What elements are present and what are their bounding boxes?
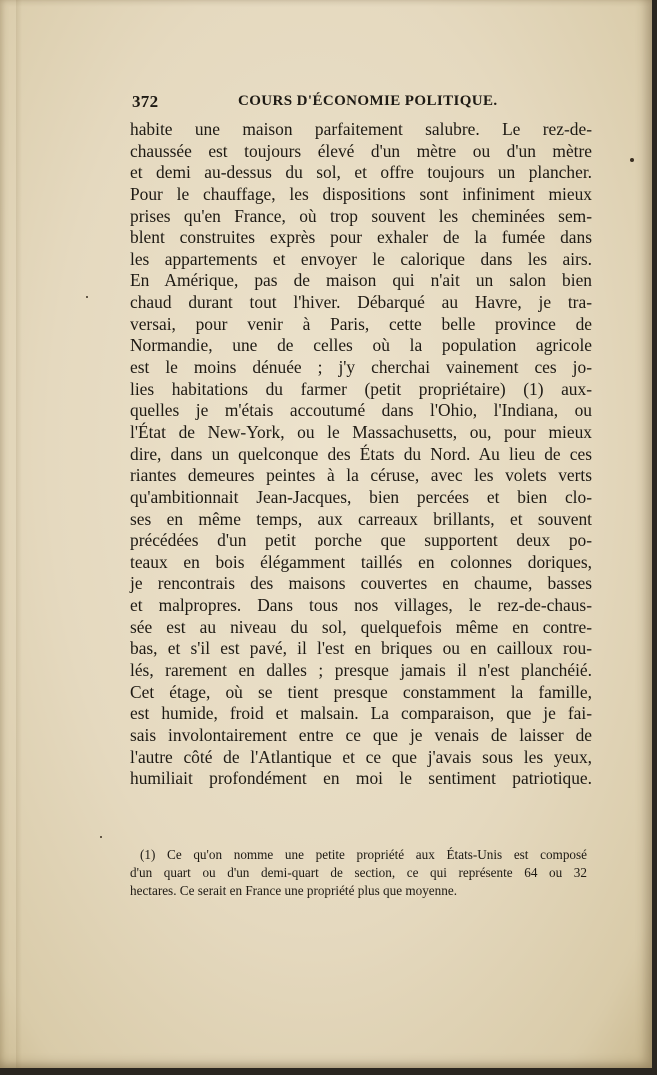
- text-line: et malpropres. Dans tous nos villages, le rez-de-chaus-: [130, 595, 592, 616]
- text-line: teaux en bois élégamment taillés en colonnes doriques,: [130, 551, 592, 572]
- text-line: habite une maison parfaitement salubre. Le rez-de-: [130, 119, 592, 139]
- ink-speck: [630, 158, 634, 162]
- text-line: je rencontrais des maisons couvertes en chaume, basses: [130, 573, 592, 594]
- text-line: ses en même temps, aux carreaux brillants, et souvent: [130, 508, 592, 529]
- text-line: est humide, froid et malsain. La comparaison, que je fai-: [130, 703, 592, 724]
- text-line: Normandie, une de celles où la population agricole: [130, 335, 592, 356]
- text-line: prises qu'en France, où trop souvent les cheminées sem-: [130, 205, 592, 226]
- ink-speck: [86, 296, 88, 298]
- footnote-line: hectares. Ce serait en France une propriété plus que moyenne.: [130, 883, 457, 898]
- text-line: versai, pour venir à Paris, cette belle province de: [130, 313, 592, 334]
- text-line: précédées d'un petit porche que supportent deux po-: [130, 530, 592, 551]
- text-line: et demi au-dessus du sol, et offre toujours un plancher.: [130, 162, 592, 183]
- text-line: Cet étage, où se tient presque constamment la famille,: [130, 681, 592, 702]
- running-title: COURS D'ÉCONOMIE POLITIQUE.: [238, 93, 498, 109]
- text-line: lies habitations du farmer (petit propriétaire) (1) aux-: [130, 378, 592, 399]
- text-line: quelles je m'étais accoutumé dans l'Ohio, l'Indiana, ou: [130, 400, 592, 421]
- text-line: lés, rarement en dalles ; presque jamais il n'est planchéié.: [130, 660, 592, 681]
- text-line: bas, et s'il est pavé, il l'est en briques ou en cailloux rou-: [130, 638, 592, 659]
- text-line: les appartements et envoyer le calorique dans les airs.: [130, 248, 592, 269]
- text-line: dire, dans un quelconque des États du Nord. Au lieu de ces: [130, 443, 592, 464]
- text-line: chaussée est toujours élevé d'un mètre ou d'un mètre: [130, 140, 592, 161]
- footnote: [130, 846, 587, 900]
- text-line: sais involontairement entre ce que je venais de laisser de: [130, 724, 592, 745]
- text-line: riantes demeures peintes à la céruse, avec les volets verts: [130, 465, 592, 486]
- footnote-line: (1) Ce qu'on nomme une petite propriété aux États-Unis est composé: [140, 847, 587, 862]
- page-header: [130, 92, 498, 114]
- text-line: qu'ambitionnait Jean-Jacques, bien percées et bien clo-: [130, 486, 592, 507]
- text-line: chaud durant tout l'hiver. Débarqué au Havre, je tra-: [130, 292, 592, 313]
- text-line: Pour le chauffage, les dispositions sont infiniment mieux: [130, 183, 592, 204]
- binding-edge: [16, 0, 22, 1068]
- text-line: est le moins dénuée ; j'y cherchai vainement ces jo-: [130, 357, 592, 378]
- text-line: l'autre côté de l'Atlantique et ce que j'avais sous les yeux,: [130, 746, 592, 767]
- page-number: 372: [132, 92, 159, 111]
- ink-speck: [100, 836, 102, 838]
- footnote-line: d'un quart ou d'un demi-quart de section, ce qui représente 64 ou 32: [130, 865, 587, 880]
- body-text: [130, 119, 592, 790]
- text-line: sée est au niveau du sol, quelquefois même en contre-: [130, 616, 592, 637]
- text-line: En Amérique, pas de maison qui n'ait un salon bien: [130, 270, 592, 291]
- text-line: humiliait profondément en moi le sentiment patriotique.: [130, 768, 592, 789]
- text-line: l'État de New-York, ou le Massachusetts, ou, pour mieux: [130, 421, 592, 442]
- text-line: blent construites exprès pour exhaler de la fumée dans: [130, 227, 592, 248]
